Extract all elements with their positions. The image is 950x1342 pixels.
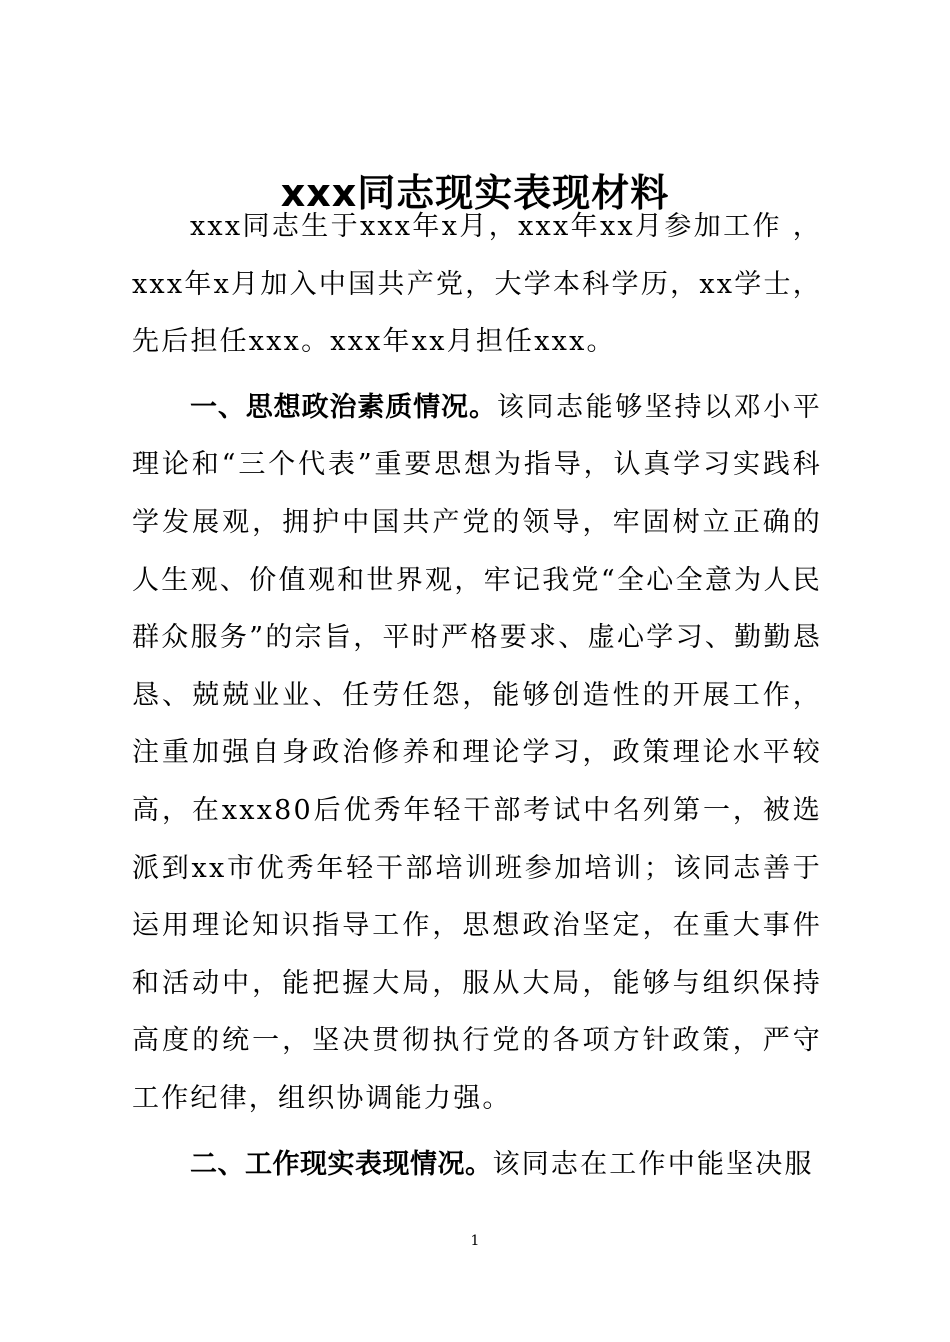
section-text-work-performance: 该同志在工作中能坚决服: [492, 1148, 814, 1180]
section-political-quality: [132, 379, 822, 1128]
intro-paragraph: xxx同志生于xxx年x月，xxx年xx月参加工作 ，xxx年x月加入中国共产党，大学本科学历，xx学士，先后担任xxx。xxx年xx月担任xxx。: [132, 211, 822, 358]
page-number: 1: [470, 1233, 480, 1249]
document-body: [132, 198, 822, 1193]
section-text-political-quality: 该同志能够坚持以邓小平理论和“三个代表”重要思想为指导，认真学习实践科学发展观，拥护中国共产党的领导，牢固树立正确的人生观、价值观和世界观，牢记我党“全心全意为人民群众服务”的宗旨，平时严格要求、虚心学习、勤勤恳恳、兢兢业业、任劳任怨，能够创造性的开展工作，注重加强自身政治修养和理论学习，政策理论水平较高，在xxx80后优秀年轻干部考试中名列第一，被选派到xx市优秀年轻干部培训班参加培训；该同志善于运用理论知识指导工作，思想政治坚定，在重大事件和活动中，能把握大局，服从大局，能够与组织保持高度的统一，坚决贯彻执行党的各项方针政策，严守工作纪律，组织协调能力强。: [132, 391, 823, 1114]
section-heading-political-quality: 一、思想政治素质情况。: [190, 391, 497, 423]
document-title: xxx同志现实表现材料: [280, 171, 670, 216]
section-work-performance: [132, 1136, 822, 1194]
section-heading-work-performance: 二、工作现实表现情况。: [190, 1148, 493, 1180]
